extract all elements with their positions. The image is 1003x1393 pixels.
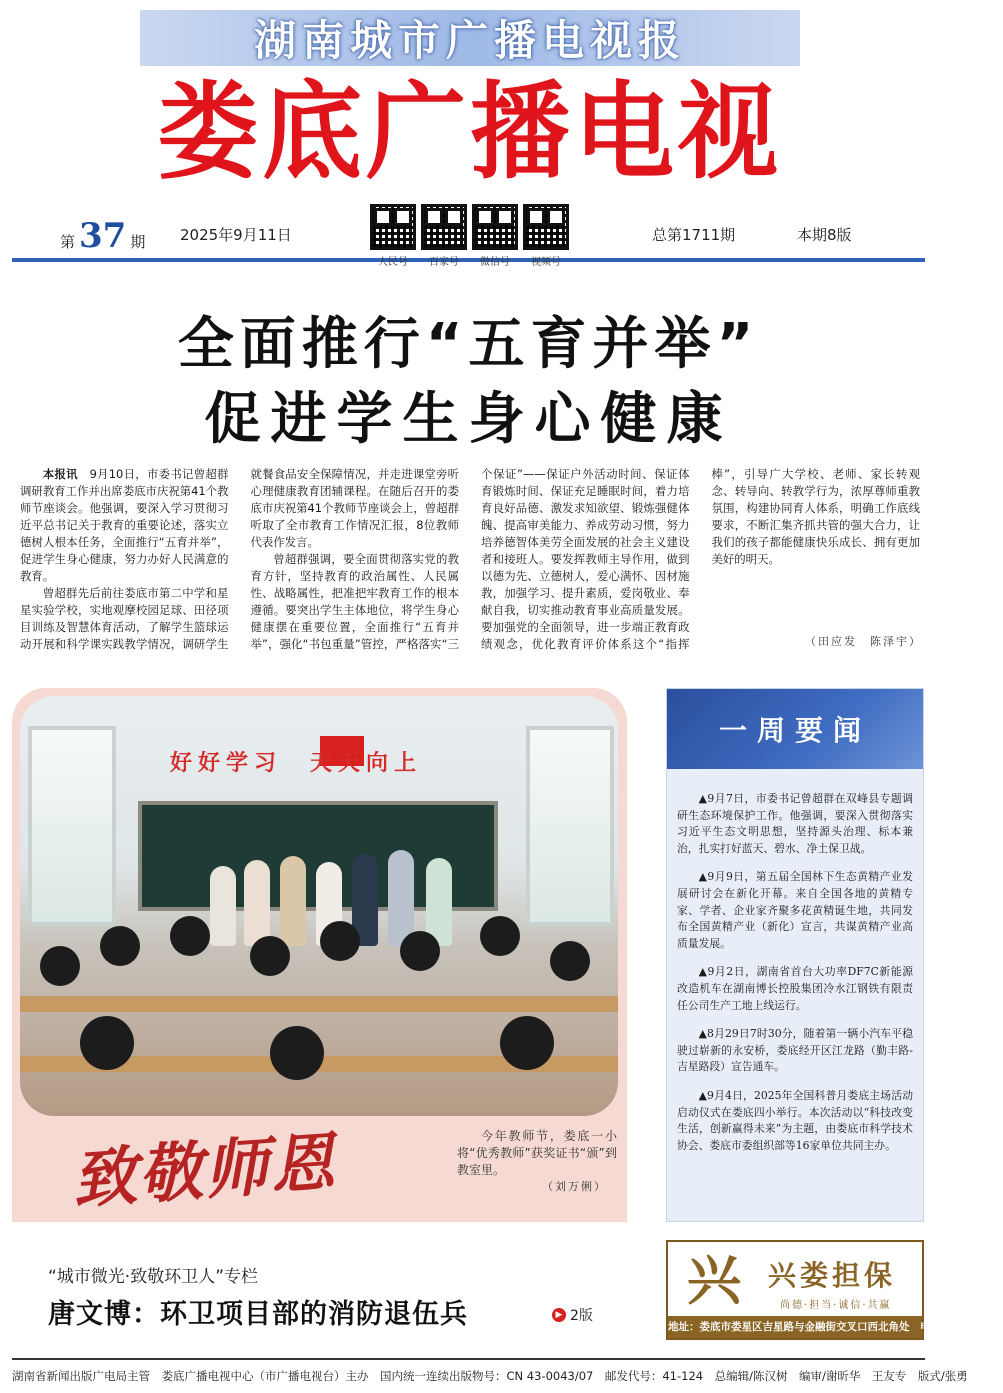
qr-code-icon: [370, 204, 416, 250]
calligraphy-title: 致敬师恩: [70, 1124, 339, 1219]
student: [500, 1016, 554, 1070]
qr-baijiahao[interactable]: 百家号: [421, 204, 467, 268]
page-count: 本期8版: [797, 226, 852, 244]
page-reference-label: 2版: [570, 1308, 593, 1324]
qr-code-group: [370, 204, 569, 268]
qr-code-icon: [472, 204, 518, 250]
issue-number-value: 37: [79, 216, 127, 256]
guarantee-logo-icon: 兴: [687, 1248, 741, 1312]
total-issue: 总第1711期: [652, 226, 736, 244]
news-item[interactable]: ▲9月4日，2025年全国科普月娄底主场活动启动仪式在娄底四小举行。本次活动以“科技改变生活，创新赢得未来”为主题，由娄底市科学技术协会、娄底市委组织部等16家单位共同主办。: [677, 1088, 913, 1152]
article-tag: 本报讯: [42, 467, 78, 481]
issue-date: 2025年9月11日: [180, 226, 292, 244]
news-item[interactable]: ▲9月2日，湖南省首台大功率DF7C新能源改造机车在湖南博长控股集团冷水江钢铁有限责任公司生产工地上线运行。: [677, 965, 913, 1012]
news-item[interactable]: ▲8月29日7时30分，随着第一辆小汽车平稳驶过崭新的永安桥，娄底经开区江龙路（勤丰路-吉星路段）宣告通车。: [677, 1027, 913, 1074]
qr-code-icon: [421, 204, 467, 250]
banner-title: 湖南城市广播电视报: [253, 16, 686, 65]
lead-article: [20, 466, 920, 656]
photo-feature: [12, 688, 627, 1222]
masthead-title: 娄底广播电视: [158, 71, 782, 194]
student: [480, 916, 520, 956]
qr-code-icon: [523, 204, 569, 250]
desk-row: [20, 996, 618, 1012]
qr-video[interactable]: 视频号: [523, 204, 569, 268]
photo-credit: （刘万俐）: [542, 1180, 607, 1193]
qr-wechat[interactable]: 微信号: [472, 204, 518, 268]
page-reference[interactable]: [552, 1305, 593, 1325]
weekly-news-list: [677, 791, 913, 1166]
classroom-window: [28, 726, 116, 926]
photo-caption: 今年教师节，娄底一小将“优秀教师”获奖证书“颁”到教室里。: [457, 1129, 617, 1177]
issue-number: 第 37 期: [60, 216, 146, 256]
student: [320, 921, 360, 961]
headline-line-1: 全面推行“五育并举”: [177, 312, 760, 377]
student: [170, 916, 210, 956]
play-icon: ▶: [552, 1308, 566, 1322]
teacher: [244, 860, 270, 946]
classroom-window: [526, 726, 614, 926]
student: [400, 931, 440, 971]
teacher: [280, 856, 306, 946]
newspaper-banner: [140, 10, 800, 66]
teacher: [388, 850, 414, 946]
feature-title[interactable]: 唐文博：环卫项目部的消防退伍兵: [48, 1299, 468, 1330]
student: [100, 926, 140, 966]
news-item[interactable]: ▲9月7日，市委书记曾超群在双峰县专题调研生态环境保护工作。他强调，要深入贯彻落实习近平生态文明思想，坚持源头治理、标本兼治，扎实打好蓝天、碧水、净土保卫战。: [677, 792, 913, 855]
article-byline: （田应发 陈泽宇）: [805, 635, 922, 648]
student: [270, 1026, 324, 1080]
column-title: “城市微光·致敬环卫人”专栏: [48, 1267, 259, 1287]
qr-renminhao[interactable]: 人民号: [370, 204, 416, 268]
ad-address: 地址：娄底市娄星区吉星路与金融街交叉口西北角处 电话：8228817: [668, 1316, 922, 1338]
classroom-photo[interactable]: [20, 696, 618, 1116]
wall-slogan: 好好学习 天天向上: [170, 751, 423, 776]
student: [80, 1016, 134, 1070]
weekly-news-title: 一周要闻: [718, 714, 871, 747]
publication-footer: 湖南省新闻出版广电局主管 娄底广播电视中心（市广播电视台）主办 国内统一连续出版物号：CN 43-0043/07 邮发代号：41-124 总编辑/陈汉树 编审/谢昕华 王友专 版式/张勇: [12, 1358, 925, 1384]
student: [40, 946, 80, 986]
ad-slogan: 尚德·担当·诚信·共赢: [780, 1300, 892, 1311]
article-paragraph: 曾超群强调，要全面贯彻落实党的教育方针，坚持教育的政治属性、人民属性、战略属性，把准把牢教育工作的根本遵循。要突出学生主体地位，将学生身心健康摆在重要位置，全面推行“五育并举”，强化“书包重量”管控，严格落实“三个保证”——保证户外活动时间、保证体育锻炼时间、保证充足睡眠时间，着力培育良好品德、激发求知欲望、锻炼强健体魄、提高审美能力、养成劳动习惯，努力培养德智体美劳全面发展的社会主义建设者和接班人。要发挥教师主导作用，做到以德为先、立德树人，爱心满怀、因材施教，加强学习、提升素质，爱岗敬业、奉献自我，切实推动教育事业高质量发展。要加强党的全面领导，进一步端正教育政绩观念，优化教育评价体系这个“指挥棒”，引导广大学校、老师、家长转观念、转导向、转教学行为，浓厚尊师重教氛围，构建协同育人体系，明确工作底线要求，不断汇集齐抓共管的强大合力，让我们的孩子都能健康快乐成长、拥有更加美好的明天。: [250, 467, 920, 651]
weekly-news-header: [667, 689, 923, 769]
student: [250, 936, 290, 976]
masthead: [110, 72, 830, 194]
teacher: [210, 866, 236, 946]
weekly-news-box: [666, 688, 924, 1222]
student: [550, 941, 590, 981]
advertisement[interactable]: [666, 1240, 1003, 1340]
article-paragraph: 本报讯 9月10日，市委书记曾超群调研教育工作并出席娄底市庆祝第41个教师节座谈会。他强调，要深入学习贯彻习近平总书记关于教育的重要论述，落实立德树人根本任务，全面推行“五育并举”，促进学生身心健康，努力办好人民满意的教育。: [20, 467, 229, 583]
ad-company-name: 兴娄担保: [768, 1259, 897, 1292]
headline-line-2: 促进学生身心健康: [204, 387, 733, 452]
news-item[interactable]: ▲9月9日，第五届全国林下生态黄精产业发展研讨会在新化开幕。来自全国各地的黄精专家、学者、企业家齐聚多花黄精诞生地，共同发布全国黄精产业（新化）宣言，共谋黄精产业高质量发展。: [677, 870, 913, 950]
article-paragraph: 曾超群先后前往娄底市第二中学和星星实验学校，实地观摩校园足球、田径项目训练及智慧体育活动，了解学生篮球运动开展和科学课实践教学情况，调研学生就餐食品安全保障情况，并走进课堂旁听心理健康教育团辅课程。在随后召开的娄底市庆祝第41个教师节座谈会上，曾超群听取了全市教育工作情况汇报，8位教师代表作发言。: [20, 467, 459, 651]
